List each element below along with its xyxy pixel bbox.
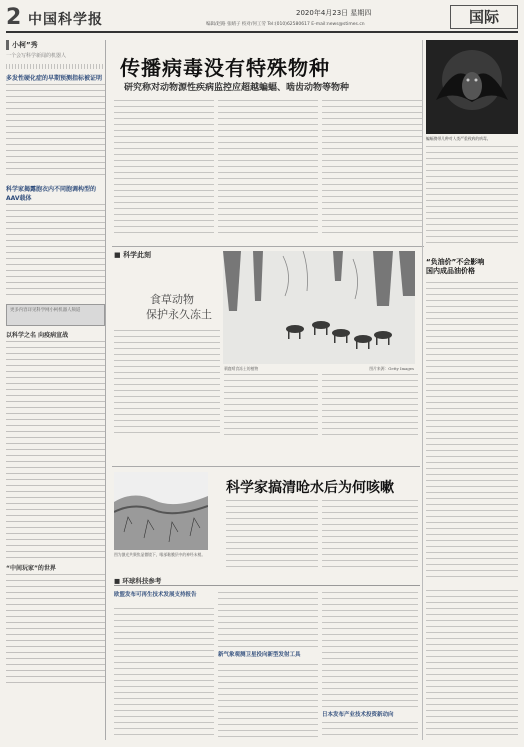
paper-name: 中国科学报 bbox=[28, 12, 103, 28]
article-body bbox=[6, 84, 105, 180]
article-column bbox=[426, 146, 518, 244]
main-headline: 传播病毒没有特殊物种 bbox=[120, 56, 330, 80]
band-tag: ■ 科学此刻 bbox=[114, 250, 151, 260]
text-block bbox=[6, 64, 105, 69]
column-subtitle: 一个会写科学新闻的机器人 bbox=[6, 53, 67, 59]
article-body bbox=[6, 574, 105, 684]
reindeer-photo-caption bbox=[224, 366, 414, 372]
article-headline: 科学家揭露胞衣内不同胞调构型的AAV载体 bbox=[6, 186, 97, 202]
lower-headline: 欧盟发布可再生技术发展支持报告 bbox=[114, 592, 197, 598]
right-headline bbox=[426, 258, 518, 276]
microscope-caption: 图为激光共聚焦显微镜下，喉部黏膜层中的神经末梢。 bbox=[114, 552, 206, 557]
lower-headline: 新气象观测卫星投向新型发射工具 bbox=[218, 652, 301, 658]
right-headline-line1: “负油价”不会影响 bbox=[426, 258, 485, 266]
article-column bbox=[114, 100, 214, 238]
divider bbox=[112, 246, 424, 247]
article-headline: “中间玩家”的世界 bbox=[6, 565, 56, 572]
page-number: 2 bbox=[6, 5, 22, 30]
band-headline: 食草动物 bbox=[150, 293, 194, 306]
article-column bbox=[218, 592, 318, 648]
reindeer-photo bbox=[223, 251, 415, 364]
photo-credit: 图片来源：Getty Images bbox=[369, 366, 414, 371]
photo-caption-left: 驯鹿啃食冻土的植物 bbox=[224, 366, 259, 371]
article-column bbox=[426, 282, 518, 578]
divider bbox=[112, 466, 420, 467]
issue-date: 2020年4月23日 星期四 bbox=[296, 9, 372, 17]
article-column bbox=[322, 100, 422, 238]
info-box bbox=[6, 304, 105, 326]
article-column bbox=[322, 500, 418, 570]
article-column bbox=[322, 722, 418, 740]
article-column bbox=[218, 100, 318, 238]
article-column bbox=[114, 330, 220, 438]
article-column bbox=[114, 608, 214, 740]
article-column bbox=[218, 664, 318, 740]
article-column bbox=[226, 500, 318, 570]
lower-band-tag: ■ 环球科技参考 bbox=[114, 576, 161, 585]
article-body bbox=[6, 341, 105, 559]
column-title: 小柯”秀 bbox=[6, 40, 105, 50]
masthead bbox=[6, 5, 518, 33]
right-headline-line2: 国内成品油价格 bbox=[426, 267, 475, 275]
article-headline: 多发性硬化症的早期预测指标被证明 bbox=[6, 75, 103, 82]
bat-photo-caption: 蝙蝠携带几种对人类严重致病的病毒。 bbox=[426, 136, 491, 141]
main-subheadline: 研究称对动物源性疾病监控应超越蝙蝠、啮齿动物等物种 bbox=[124, 83, 350, 93]
article-column bbox=[426, 590, 518, 738]
cough-headline: 科学家搞清呛水后为何咳嗽 bbox=[226, 480, 394, 496]
article-column bbox=[322, 592, 418, 708]
article-column bbox=[322, 374, 418, 438]
article-headline: 以科学之名 向疫病宣战 bbox=[6, 332, 69, 339]
left-column bbox=[6, 40, 106, 740]
editor-info: 编辑/赵路 张晴子 校对/何工劳 Tel:(010)62580617 E-mail:news@stimes.cn bbox=[206, 22, 365, 27]
section-label: 国际 bbox=[450, 5, 518, 29]
info-box-text: 更多内容详见科学网小柯机器人频道 bbox=[10, 308, 81, 313]
microscope-image bbox=[114, 472, 208, 550]
band-headline: 保护永久冻土 bbox=[146, 308, 212, 321]
bat-photo bbox=[426, 40, 518, 134]
article-column bbox=[224, 374, 318, 438]
article-body bbox=[6, 204, 105, 300]
lower-headline: 日本发布产业技术投资新动向 bbox=[322, 712, 394, 718]
column-divider bbox=[422, 40, 423, 740]
